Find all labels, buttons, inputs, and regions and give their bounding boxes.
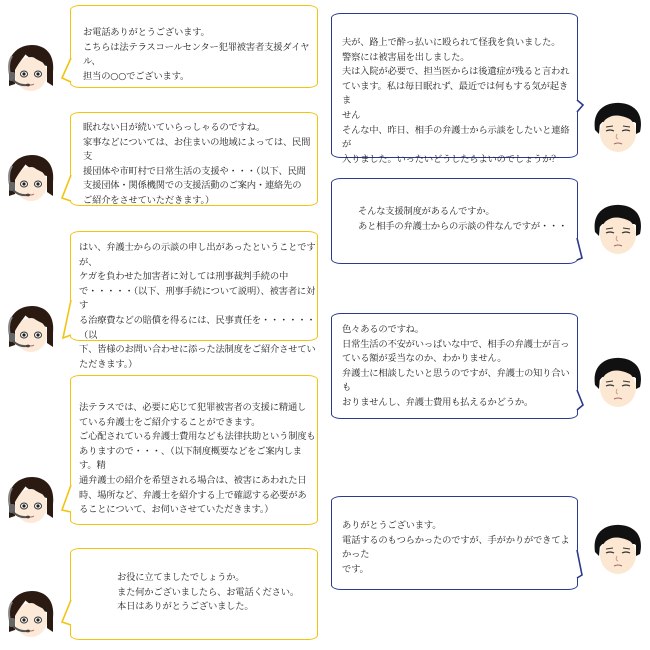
operator-avatar-icon [3, 303, 59, 359]
client-avatar-icon [590, 100, 646, 156]
operator-avatar-icon [3, 42, 59, 98]
operator-message-1 [70, 5, 318, 88]
client-message-3 [331, 313, 578, 419]
message-text: 色々あるのですね。 日常生活の不安がいっぱいな中で、相手の弁護士が言っ ている額が妥当なのか、わかりません。 弁護士に相談したいと思うのですが、弁護士の知り合いも おりませんし、弁護士費用も払えるかどうか。 [342, 324, 570, 408]
message-text: はい、弁護士からの示談の申し出があったということですが、 ケガを負わせた加害者に対しては刑事裁判手続の中 で・・・・・（以下、刑事手続について説明）、被害者に対す る治療費などの賠償を得るには、民事責任を・・・・・・（以 下、皆様のお問い合わせに添った法制度をご紹介させてい ただきます。） [79, 242, 316, 370]
operator-avatar-icon [3, 474, 59, 530]
client-avatar-icon [590, 522, 646, 578]
operator-message-4 [70, 375, 318, 525]
client-message-1 [331, 13, 578, 165]
operator-avatar-icon [3, 588, 59, 644]
client-message-4 [331, 496, 578, 590]
operator-message-2 [70, 112, 318, 206]
message-text: ありがとうございます。 電話するのもつらかったのですが、手がかりができてよかった です。 [342, 520, 570, 575]
message-text: 法テラスでは、必要に応じて犯罪被害者の支援に精通し ている弁護士をご紹介することができます。 ご心配されている弁護士費用なども法律扶助という制度も ありますので・・・、（以下制度概要などをご案内します。精 通弁護士の紹介を希望される場合は、被害にあわれた日 時、場所など、弁護士を紹介する上で確認する必要があ ることについて、お伺いさせていただきます。） [79, 402, 316, 516]
message-text: そんな支援制度があるんですか。 あと相手の弁護士からの示談の件なんですが・・・ [358, 206, 568, 232]
message-text: 夫が、路上で酔っ払いに殴られて怪我を負いました。 警察には被害届を出しました。 夫は入院が必要で、担当医からは後遺症が残ると言われ ています。私は毎日眠れず、最近では何もする気が起きま せん そんな中、昨日、相手の弁護士から示談をしたいと連絡が 入りました。いったいどうしたらよいのでしょうか？ [342, 37, 570, 165]
operator-message-3 [70, 231, 318, 370]
client-message-2 [331, 178, 578, 264]
message-text: お電話ありがとうございます。 こちらは法テラスコールセンター犯罪被害者支援ダイヤル、 担当の○○でございます。 [83, 27, 310, 82]
operator-avatar-icon [3, 152, 59, 208]
client-avatar-icon [590, 202, 646, 258]
message-text: お役に立てましたでしょうか。 また何かございましたら、お電話ください。 本日はありがとうございました。 [117, 572, 299, 613]
client-avatar-icon [590, 355, 646, 411]
operator-message-5 [70, 548, 318, 640]
message-text: 眠れない日が続いていらっしゃるのですね。 家事などについては、お住まいの地域によっては、民間支 援団体や市町村で日常生活の支援や・・・（以下、民間 支援団体・関係機関での支援活動のご案内・連絡先の ご紹介をさせていただきます。） [83, 122, 311, 206]
